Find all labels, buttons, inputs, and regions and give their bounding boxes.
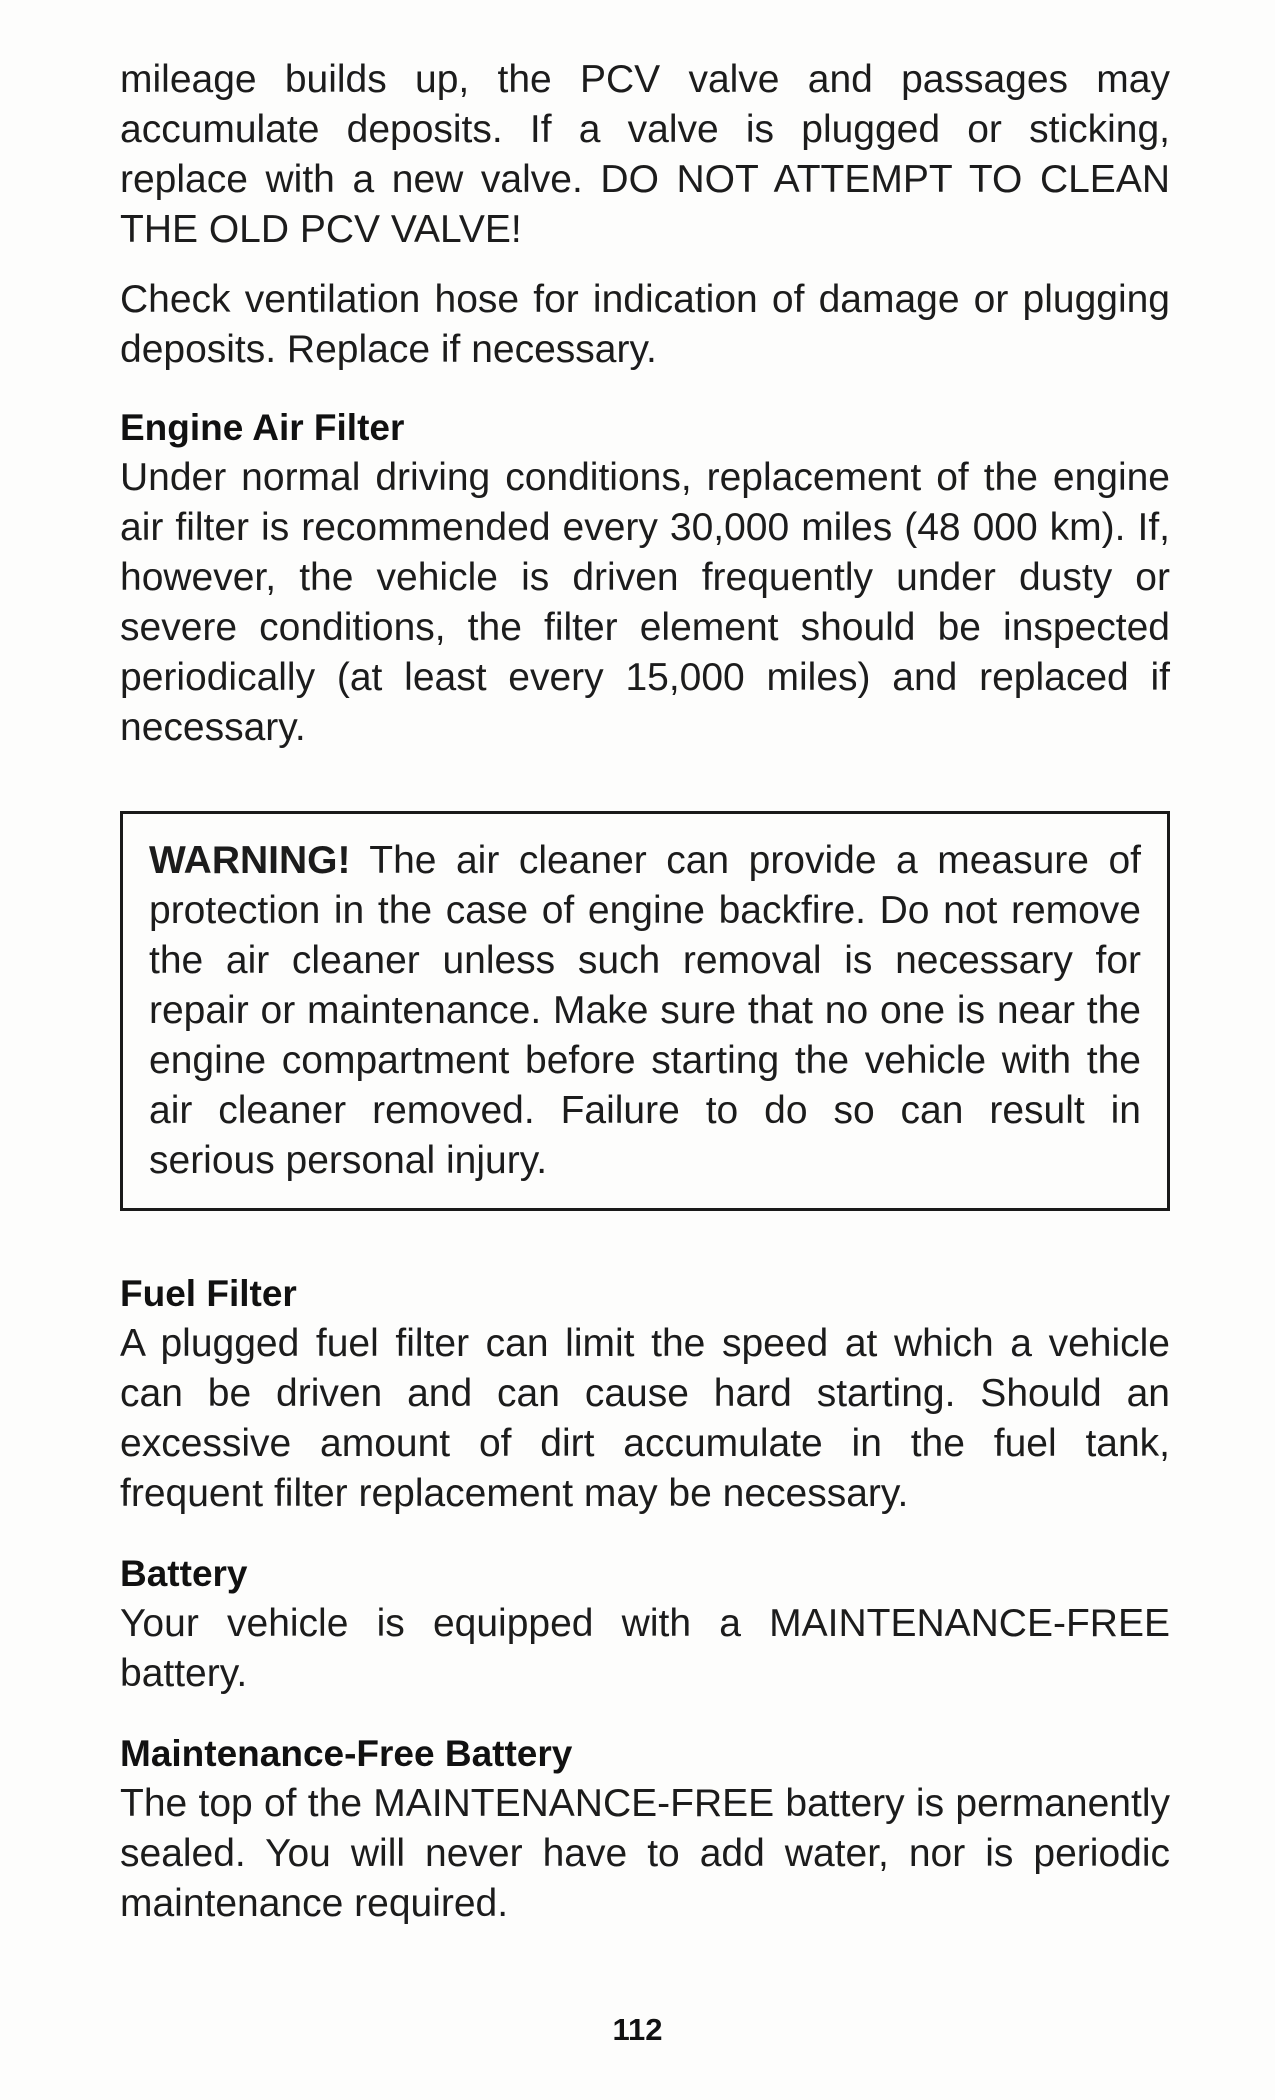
page-number: 112 — [612, 2012, 663, 2047]
warning-box — [120, 811, 1170, 1211]
manual-page — [120, 55, 1170, 1929]
maintenance-free-battery-heading: Maintenance-Free Battery — [120, 1733, 573, 1774]
fuel-filter-body: A plugged fuel filter can limit the speed at which a vehicle can be driven and can cause hard starting. Should an excessive amount of dirt accumulate in the fuel tank, frequent filter replacement may be necessary. — [120, 1322, 1170, 1515]
warning-label: WARNING! — [149, 839, 351, 882]
fuel-filter-heading: Fuel Filter — [120, 1273, 297, 1314]
battery-heading: Battery — [120, 1553, 248, 1594]
maintenance-free-battery-body: The top of the MAINTENANCE-FREE battery is permanently sealed. You will never have to add water, nor is periodic maintenance required. — [120, 1782, 1170, 1925]
engine-air-filter-body: Under normal driving conditions, replacement of the engine air filter is recommended every 30,000 miles (48 000 km). If, however, the vehicle is driven frequently under dusty or severe conditions, the filter element should be inspected periodically (at least every 15,000 miles) and replaced if necessary. — [120, 456, 1170, 749]
warning-paragraph — [149, 836, 1141, 1186]
warning-text: The air cleaner can provide a measure of protection in the case of engine backfire. Do not remove the air cleaner unless such removal is necessary for repair or maintenance. Make sure that no one is near the engine compartment before starting the vehicle with the air cleaner removed. Failure to do so can result in serious personal injury. — [149, 839, 1141, 1182]
intro-paragraph-pcv: mileage builds up, the PCV valve and passages may accumulate deposits. If a valve is plugged or sticking, replace with a new valve. DO NOT ATTEMPT TO CLEAN THE OLD PCV VALVE! — [120, 58, 1170, 251]
engine-air-filter-heading: Engine Air Filter — [120, 407, 405, 448]
battery-body: Your vehicle is equipped with a MAINTENANCE-FREE battery. — [120, 1602, 1170, 1695]
intro-paragraph-hose: Check ventilation hose for indication of damage or plugging deposits. Replace if necessary. — [120, 278, 1170, 371]
